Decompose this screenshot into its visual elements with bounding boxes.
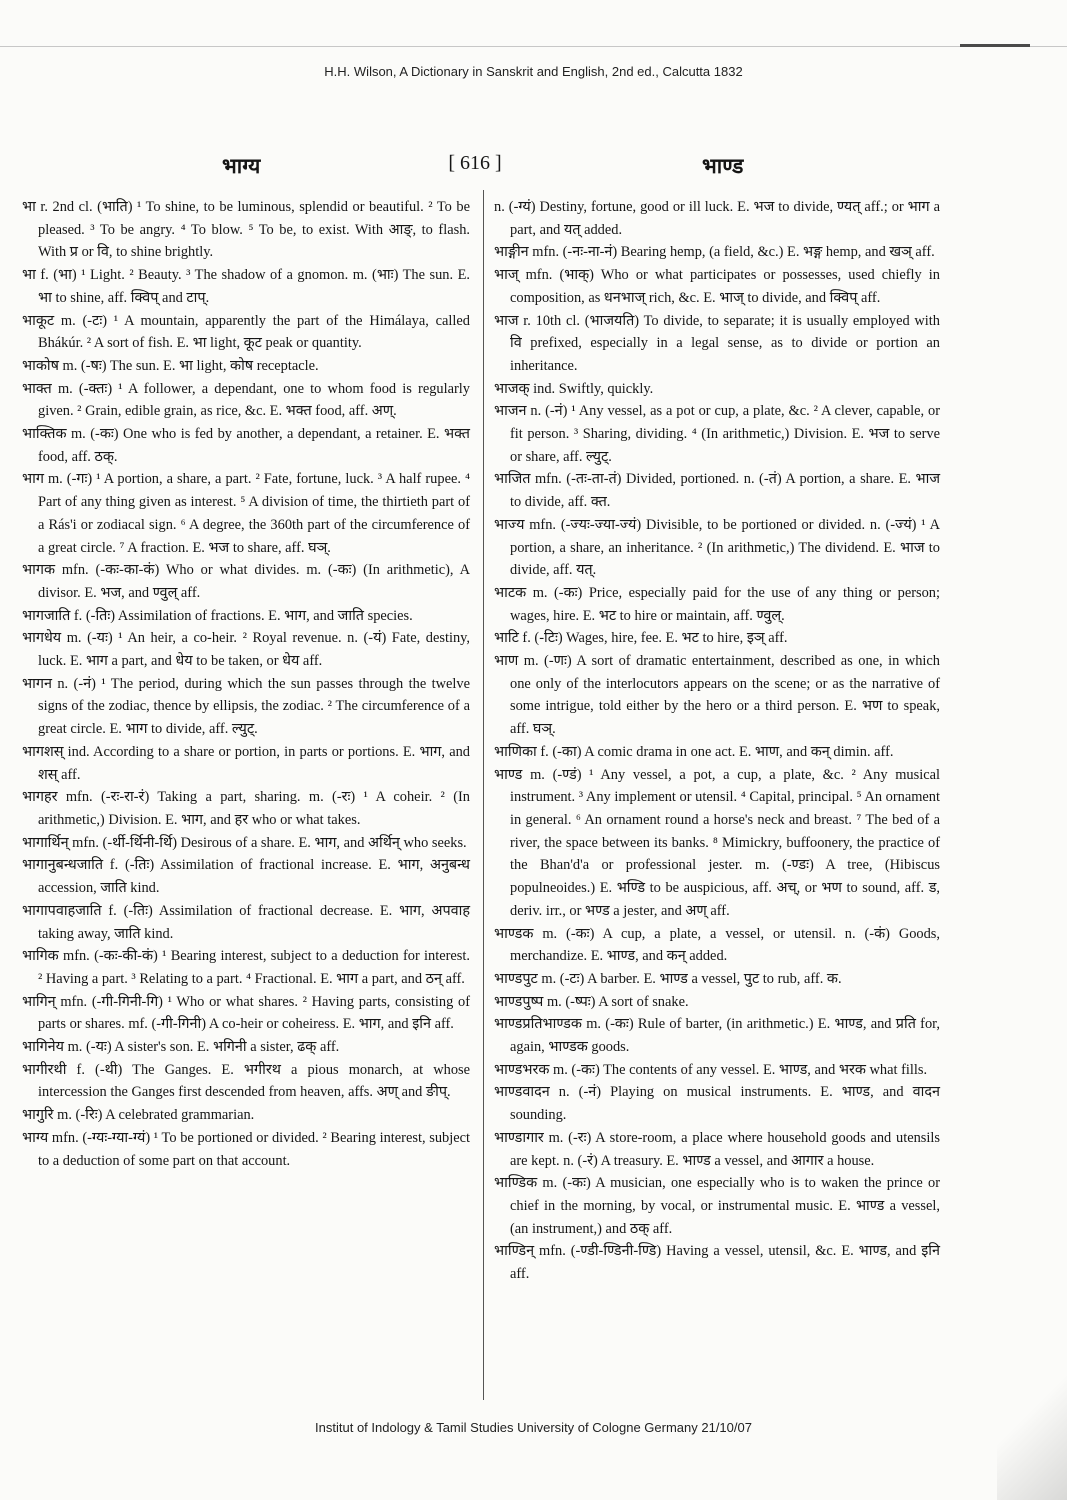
dictionary-entry: भाक्तिक m. (-कः) One who is fed by another, a dependant, a retainer. E. भक्त food, aff. ठक्.: [22, 426, 470, 465]
dictionary-entry: भागजाति f. (-तिः) Assimilation of fractions. E. भाग, and जाति species.: [22, 607, 413, 624]
dictionary-entry: भाण्डिक m. (-कः) A musician, one especially who is to waken the prince or chief in the morning, by vocal, or instrumental music. E. भाण्ड a vessel, (an instrument,) and ठक् aff.: [494, 1175, 940, 1237]
dictionary-entry: भाण्डिन् mfn. (-ण्डी-ण्डिनी-ण्डि) Having a vessel, utensil, &c. E. भाण्ड, and इनि aff.: [494, 1243, 940, 1283]
dictionary-entry: भाण m. (-णः) A sort of dramatic entertainment, described as one, in which one only of the interlocutors appears on the scene; or as the narrative of some intrigue, told either by the hero or a third person. E. भण to speak, aff. घञ्.: [494, 653, 940, 738]
dictionary-entry: भागधेय m. (-यः) ¹ An heir, a co-heir. ² Royal revenue. n. (-यं) Fate, destiny, luck. E. भाग a part, and धेय to be taken, or धेय aff.: [22, 630, 470, 670]
column-divider: [483, 190, 484, 1400]
dictionary-entry: भाजक् ind. Swiftly, quickly.: [494, 380, 654, 397]
running-head-left: भाग्य: [222, 154, 261, 178]
dictionary-entry: भाण्डभरक m. (-कः) The contents of any vessel. E. भाण्ड, and भरक what fills.: [494, 1061, 928, 1078]
dictionary-entry: भागीरथी f. (-थी) The Ganges. E. भगीरथ a pious monarch, at whose intercession the Ganges first descended from heaven, affs. अण् and ङीप्.: [22, 1061, 470, 1101]
dictionary-entry: भाकोष m. (-षः) The sun. E. भा light, कोष receptacle.: [22, 357, 319, 374]
dictionary-entry: भाज्य mfn. (-ज्यः-ज्या-ज्यं) Divisible, to be portioned or divided. n. (-ज्यं) ¹ A portion, a share, an inheritance. ² (In arithmetic,) The dividend. E. भाज to divide, aff. यत्.: [494, 516, 940, 579]
left-column: [22, 196, 470, 1172]
dictionary-entry: भाजन n. (-नं) ¹ Any vessel, as a pot or cup, a plate, &c. ² A clever, capable, or fit person. ³ Sharing, dividing. ⁴ (In arithmetic,) Division. E. भज to serve or share, aff. ल्युट्.: [494, 403, 940, 465]
dictionary-entry: भाज् mfn. (भाक्) Who or what participates or possesses, used chiefly in composition, as धनभाज् rich, &c. E. भाज् to divide, and क्विप् aff.: [494, 267, 940, 306]
dictionary-entry: भाङ्गीन mfn. (-नः-ना-नं) Bearing hemp, (a field, &c.) E. भङ्ग hemp, and खञ् aff.: [494, 244, 935, 261]
dictionary-entry: भा f. (भा) ¹ Light. ² Beauty. ³ The shadow of a gnomon. m. (भाः) The sun. E. भा to shine, aff. क्विप् and टाप्.: [22, 267, 470, 306]
dictionary-entry: भाण्डवादन n. (-नं) Playing on musical instruments. E. भाण्ड, and वादन sounding.: [494, 1084, 940, 1124]
dictionary-entry: भागिक mfn. (-कः-की-कं) ¹ Bearing interest, subject to a deduction for interest. ² Having a part. ³ Relating to a part. ⁴ Fractional. E. भाग a part, and ठन् aff.: [22, 948, 470, 987]
dictionary-entry: भाजित mfn. (-तः-ता-तं) Divided, portioned. n. (-तं) A portion, a share. E. भाज to divide, aff. क्त.: [494, 471, 940, 511]
dictionary-entry: भागानुबन्धजाति f. (-तिः) Assimilation of fractional increase. E. भाग, अनुबन्ध accession, जाति kind.: [22, 857, 470, 897]
dictionary-entry: भाण्डक m. (-कः) A cup, a plate, a vessel, or utensil. n. (-कं) Goods, merchandize. E. भाण्ड, and कन् added.: [494, 925, 940, 965]
dictionary-entry: भागापवाहजाति f. (-तिः) Assimilation of fractional decrease. E. भाग, अपवाह taking away, जाति kind.: [22, 902, 470, 942]
dictionary-entry: भाटक m. (-कः) Price, especially paid for the use of any thing or person; wages, hire. E. भट to hire or maintain, aff. ण्वुल्.: [494, 584, 940, 624]
footer-credit: Institut of Indology & Tamil Studies University of Cologne Germany 21/10/07: [315, 1420, 752, 1435]
dictionary-entry: n. (-ग्यं) Destiny, fortune, good or ill luck. E. भज to divide, ण्यत् aff.; or भाग a part, and यत् added.: [494, 199, 940, 238]
dictionary-entry: भा r. 2nd cl. (भाति) ¹ To shine, to be luminous, splendid or beautiful. ² To be pleased. ³ To be angry. ⁴ To blow. ⁵ To be, to exist. With आङ्, to flash. With प्र or वि, to shine brightly.: [22, 199, 470, 261]
dictionary-entry: भाण्डपुट m. (-टः) A barber. E. भाण्ड a vessel, पुट to rub, aff. क.: [494, 970, 842, 987]
page-number: [ 616 ]: [448, 152, 502, 174]
dictionary-entry: भागुरि m. (-रिः) A celebrated grammarian.: [22, 1107, 255, 1124]
dictionary-entry: भाज r. 10th cl. (भाजयति) To divide, to separate; it is usually employed with वि prefixed, especially in a legal sense, as to divide or portion an inheritance.: [494, 312, 940, 374]
dictionary-entry: भागक mfn. (-कः-का-कं) Who or what divides. m. (-कः) (In arithmetic), A divisor. E. भज, and ण्वुल् aff.: [22, 562, 470, 601]
scan-shadow: [997, 1360, 1067, 1500]
dictionary-entry: भाटि f. (-टिः) Wages, hire, fee. E. भट to hire, इञ् aff.: [494, 630, 788, 647]
scan-edge-line: [960, 44, 1030, 47]
source-citation: H.H. Wilson, A Dictionary in Sanskrit and English, 2nd ed., Calcutta 1832: [324, 64, 743, 79]
dictionary-entry: भागहर mfn. (-रः-रा-रं) Taking a part, sharing. m. (-रः) ¹ A coheir. ² (In arithmetic,) Division. E. भाग, and हर who or what takes.: [22, 789, 470, 828]
dictionary-entry: भाग्य mfn. (-ग्यः-ग्या-ग्यं) ¹ To be portioned or divided. ² Bearing interest, subject to a deduction of some part on that account.: [22, 1129, 470, 1169]
scan-edge-line: [0, 46, 1067, 47]
dictionary-entry: भागशस् ind. According to a share or portion, in parts or portions. E. भाग, and शस् aff.: [22, 743, 470, 783]
dictionary-entry: भाकूट m. (-टः) ¹ A mountain, apparently the part of the Himálaya, called Bhákúr. ² A sort of fish. E. भा light, कूट peak or quantity.: [22, 312, 470, 352]
dictionary-entry: भागिन् mfn. (-गी-गिनी-गि) ¹ Who or what shares. ² Having parts, consisting of parts or shares. mf. (-गी-गिनी) A co-heir or coheiress. E. भाग, and इनि aff.: [22, 993, 470, 1033]
dictionary-entry: भाणिका f. (-का) A comic drama in one act. E. भाण, and कन् dimin. aff.: [494, 743, 894, 760]
dictionary-entry: भाण्डप्रतिभाण्डक m. (-कः) Rule of barter, (in arithmetic.) E. भाण्ड, and प्रति for, again, भाण्डक goods.: [494, 1016, 940, 1056]
running-head-right: भाण्ड: [702, 154, 744, 178]
dictionary-entry: भाग m. (-गः) ¹ A portion, a share, a part. ² Fate, fortune, luck. ³ A half rupee. ⁴ Part of any thing given as interest. ⁵ A division of time, the thirtieth part of a Rás'i or zodiacal sign. ⁶ A degree, the 360th part of the circumference of a great circle. ⁷ A fraction. E. भज to share, aff. घञ्.: [22, 471, 470, 556]
dictionary-entry: भाण्ड m. (-ण्डं) ¹ Any vessel, a pot, a cup, a plate, &c. ² Any musical instrument. ³ Any implement or utensil. ⁴ Capital, principal. ⁵ An ornament in general. ⁶ An ornament round a horse's neck and breast. ⁷ The bed of a river, the space between its banks. ⁸ Mimickry, buffoonery, the practice of the Bhan'd'a or professional jester. m. (-ण्डः) A tree, (Hibiscus populneoides.) E. भण्डि to be auspicious, aff. अच्, or भण to sound, aff. ड, deriv. irr., or भण्ड a jester, and अण् aff.: [494, 766, 940, 919]
dictionary-entry: भागिनेय m. (-यः) A sister's son. E. भगिनी a sister, ढक् aff.: [22, 1039, 340, 1056]
dictionary-entry: भाण्डागार m. (-रः) A store-room, a place where household goods and utensils are kept. n. (-रं) A treasury. E. भाण्ड a vessel, and आगार a house.: [494, 1129, 940, 1169]
dictionary-entry: भाक्त m. (-क्तः) ¹ A follower, a dependant, one to whom food is regularly given. ² Grain, edible grain, as rice, &c. E. भक्त food, aff. अण्.: [22, 380, 470, 420]
dictionary-entry: भागार्थिन् mfn. (-र्थी-र्थिनी-र्थि) Desirous of a share. E. भाग, and अर्थिन् who seeks.: [22, 834, 467, 851]
dictionary-entry: भाण्डपुष्प m. (-ष्पः) A sort of snake.: [494, 993, 689, 1010]
dictionary-entry: भागन n. (-नं) ¹ The period, during which the sun passes through the twelve signs of the zodiac, thence by ellipsis, the zodiac. ² The circumference of a great circle. E. भाग to divide, aff. ल्युट्.: [22, 675, 470, 738]
right-column: [494, 196, 940, 1286]
